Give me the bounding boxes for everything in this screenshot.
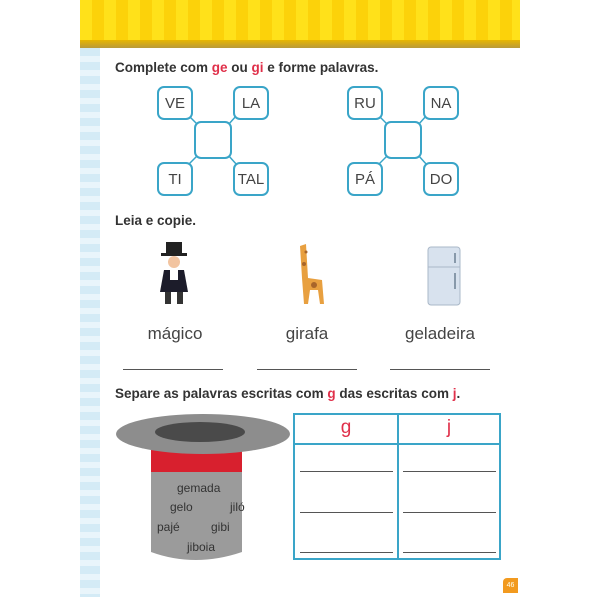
- write-line[interactable]: [123, 369, 223, 370]
- header-j: j: [446, 417, 452, 438]
- word-magico: mágico: [147, 324, 203, 343]
- syllable-box: RU: [347, 86, 383, 120]
- highlight-j: j: [452, 386, 457, 401]
- title-text: Separe as palavras escritas com: [115, 386, 328, 401]
- title-text: das escritas com: [335, 386, 453, 401]
- syllable-box: LA: [233, 86, 269, 120]
- hat-word: gibi: [211, 520, 230, 534]
- hat-word: jiló: [230, 500, 245, 514]
- magician-image: [150, 240, 200, 310]
- header-g: g: [340, 417, 352, 438]
- title-text: e forme palavras.: [263, 60, 379, 75]
- giraffe-image: [292, 238, 332, 308]
- write-line[interactable]: [300, 512, 393, 513]
- exercise3-title: [115, 386, 460, 401]
- write-line[interactable]: [300, 552, 393, 553]
- syllable-box: TI: [157, 162, 193, 196]
- answer-box[interactable]: [384, 121, 422, 159]
- syllable-box: PÁ: [347, 162, 383, 196]
- refrigerator-image: [425, 245, 465, 307]
- write-line[interactable]: [300, 471, 393, 472]
- title-text: Complete com: [115, 60, 212, 75]
- hat-word: jiboia: [187, 540, 216, 554]
- syllable-box: TAL: [233, 162, 269, 196]
- syllable-box: DO: [423, 162, 459, 196]
- hat-word: gemada: [177, 481, 221, 495]
- write-line[interactable]: [403, 512, 496, 513]
- sort-table: [293, 413, 501, 560]
- highlight-g: g: [327, 386, 336, 401]
- hat-words: [115, 412, 295, 572]
- write-line[interactable]: [403, 552, 496, 553]
- answer-box[interactable]: [194, 121, 232, 159]
- hat-word: pajé: [157, 520, 180, 534]
- highlight-ge: ge: [211, 60, 228, 75]
- word-geladeira: geladeira: [405, 324, 475, 343]
- write-line[interactable]: [390, 369, 490, 370]
- page-number: 46: [503, 578, 518, 593]
- title-text: .: [456, 386, 461, 401]
- write-line[interactable]: [403, 471, 496, 472]
- write-line[interactable]: [257, 369, 357, 370]
- word-girafa: girafa: [285, 324, 329, 343]
- highlight-gi: gi: [251, 60, 264, 75]
- title-text: ou: [227, 60, 252, 75]
- syllable-box: VE: [157, 86, 193, 120]
- syllable-box: NA: [423, 86, 459, 120]
- exercise2-title: Leia e copie.: [115, 213, 197, 228]
- hat-word: gelo: [170, 500, 193, 514]
